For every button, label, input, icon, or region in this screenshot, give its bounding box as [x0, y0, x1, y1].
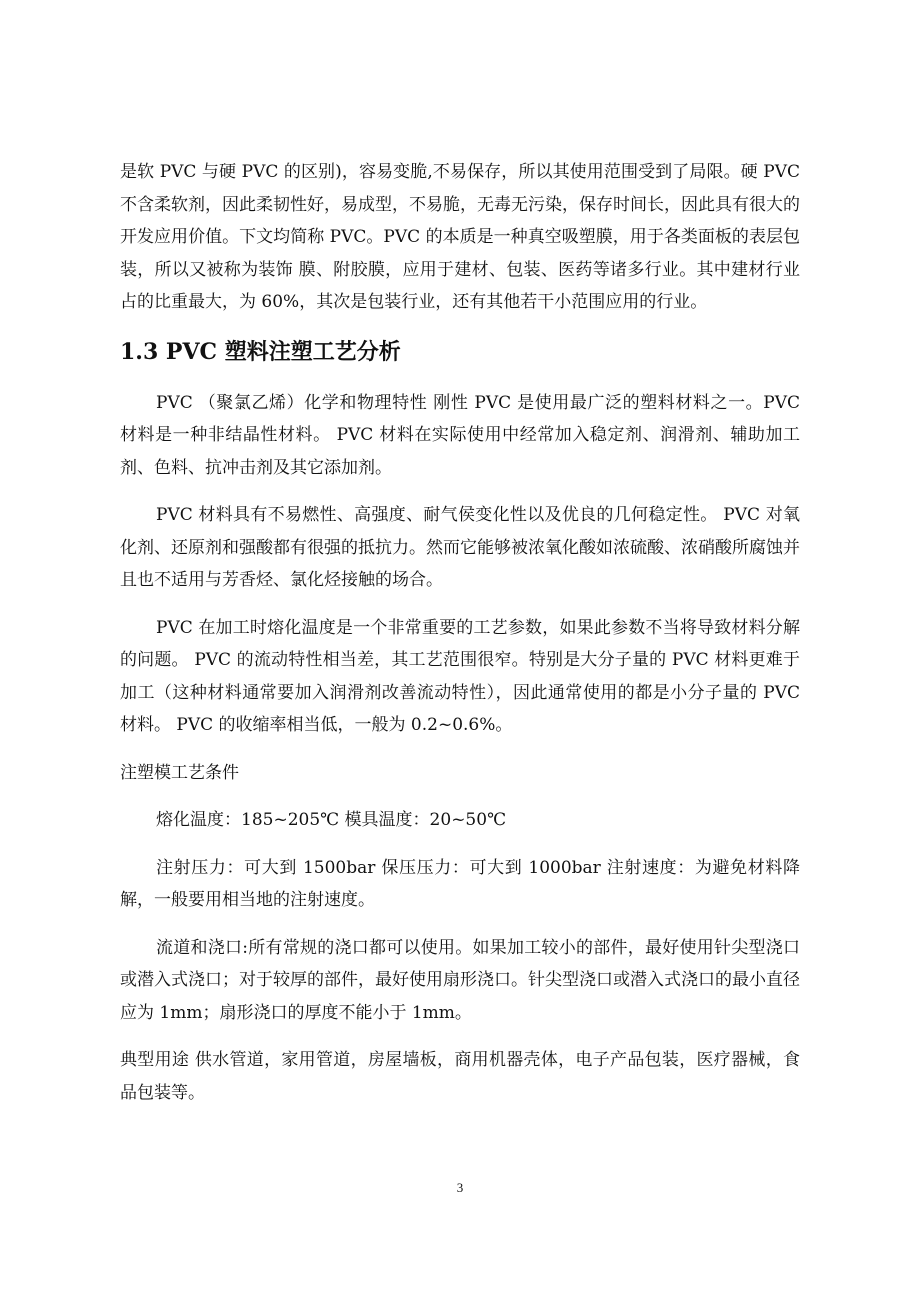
paragraph-temperatures: 熔化温度：185~205℃ 模具温度：20~50℃ [156, 810, 507, 830]
section-heading: 1.3 PVC 塑料注塑工艺分析 [120, 338, 401, 365]
paragraph-pvc-resistance: PVC 材料具有不易燃性、高强度、耐气侯变化性以及优良的几何稳定性。 PVC 对氧化剂、还原剂和强酸都有很强的抵抗力。然而它能够被浓氧化酸如浓硫酸、浓硝酸所腐蚀并且也不适用与芳香烃、氯化烃接触的场合。 [120, 505, 800, 590]
page-body [120, 156, 800, 1124]
paragraph-molding-conditions-title: 注塑模工艺条件 [120, 762, 239, 783]
paragraph-typical-uses: 典型用途 供水管道，家用管道，房屋墙板，商用机器壳体，电子产品包装，医疗器械，食品包装等。 [120, 1050, 800, 1103]
page-number: 3 [456, 1180, 464, 1195]
paragraph-pvc-types: 是软 PVC 与硬 PVC 的区别)，容易变脆,不易保存，所以其使用范围受到了局限。硬 PVC 不含柔软剂，因此柔韧性好，易成型，不易脆，无毒无污染，保存时间长，因此具有很大的 开发应用价值。下文均简称 PVC。PVC 的本质是一种真空吸塑膜，用于各类面板的表层包装，所以又被称为装饰 膜、附胶膜，应用于建材、包装、医药等诸多行业。其中建材行业占的比重最大，为 60%，其次是包装行业，还有其他若干小范围应用的行业。 [120, 162, 800, 312]
paragraph-pvc-properties: PVC （聚氯乙烯）化学和物理特性 刚性 PVC 是使用最广泛的塑料材料之一。PVC 材料是一种非结晶性材料。 PVC 材料在实际使用中经常加入稳定剂、润滑剂、辅助加工剂、色料、抗冲击剂及其它添加剂。 [120, 392, 800, 478]
paragraph-gates: 流道和浇口:所有常规的浇口都可以使用。如果加工较小的部件，最好使用针尖型浇口或潜入式浇口；对于较厚的部件，最好使用扇形浇口。针尖型浇口或潜入式浇口的最小直径应为 1mm；扇形浇口的厚度不能小于 1mm。 [120, 937, 800, 1023]
paragraph-pvc-processing: PVC 在加工时熔化温度是一个非常重要的工艺参数，如果此参数不当将导致材料分解的问题。 PVC 的流动特性相当差，其工艺范围很窄。特别是大分子量的 PVC 材料更难于加工（这种材料通常要加入润滑剂改善流动特性），因此通常使用的都是小分子量的 PVC 材料。 PVC 的收缩率相当低，一般为 0.2~0.6%。 [120, 617, 800, 735]
paragraph-pressures: 注射压力：可大到 1500bar 保压压力：可大到 1000bar 注射速度：为避免材料降解，一般要用相当地的注射速度。 [120, 857, 800, 910]
